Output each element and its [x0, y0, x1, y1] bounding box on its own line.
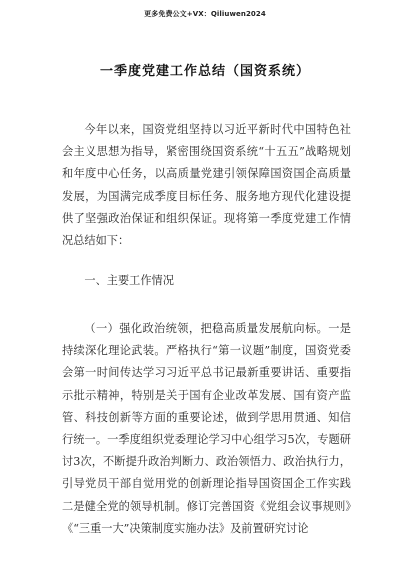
header-note: 更多免费公文+VX：Qiliuwen2024 — [144, 10, 266, 18]
section-heading: 一、主要工作情况 — [84, 274, 174, 287]
body-paragraph: （一）强化政治统领，把稳高质量发展航向标。一是持续深化理论武装。严格执行“第一议题”制度，国资党委会第一时间传达学习习近平总书记最新重要讲话、重要指示批示精神，特别是关于国有企业改革发展、国有资产监管、科技创新等方面的重要论述，做到学思用贯通、知信行统一。一季度组织党委理论学习中心组学习5次，专题研讨3次，不断提升政治判断力、政治领悟力、政治执行力，引导党员干部自觉用党的创新理论指导国资国企工作实践二是健全党的领导机制。修订完善国资《党组会议事规则》《“三重一大”决策制度实施办法》及前置研究讨论 — [62, 322, 351, 535]
intro-paragraph: 今年以来，国资党组坚持以习近平新时代中国特色社会主义思想为指导，紧密围绕国资系统“十五五”战略规划和年度中心任务，以高质量党建引领保障国资国企高质量发展，为国满完成季度目标任务、服务地方现代化建设提供了坚强政治保证和组织保证。现将第一季度党建工作情况总结如下： — [62, 123, 351, 248]
page-title: 一季度党建工作总结（国资系统） — [99, 64, 310, 79]
